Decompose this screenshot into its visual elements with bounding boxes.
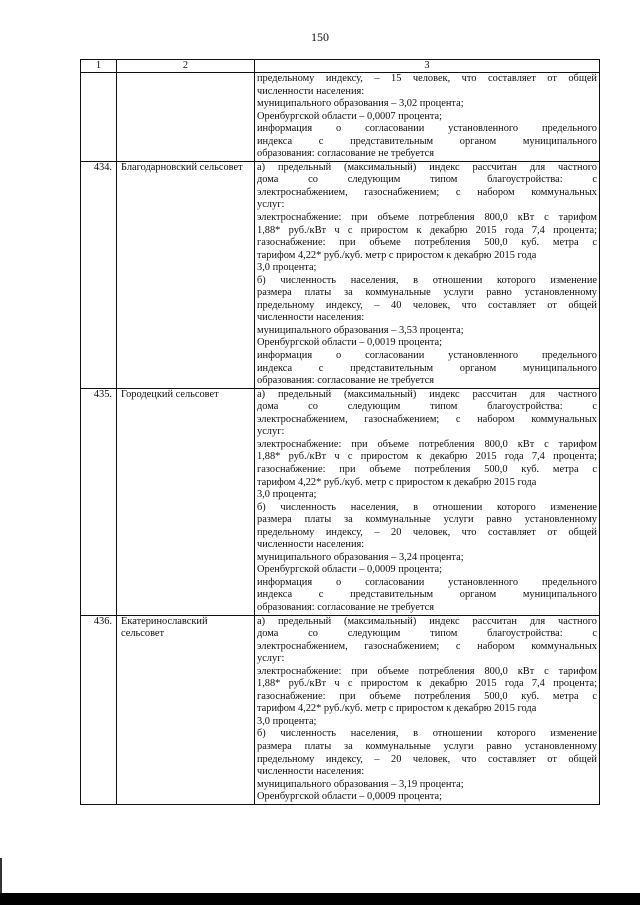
page-number: 150 xyxy=(311,30,329,44)
scan-edge-mark xyxy=(0,858,2,893)
text-line: а) предельный (максимальный) индекс рассчитан для частного xyxy=(257,388,597,400)
text-line: образования: согласование не требуется xyxy=(257,375,435,387)
text-line: предельному индексу, – 15 человек, что составляет от общей xyxy=(257,73,597,84)
municipality-name: Екатеринославский сельсовет xyxy=(117,615,255,804)
municipality-name: Благодарновский сельсовет xyxy=(117,161,255,388)
table-row-continuation xyxy=(81,73,600,162)
text-line: 1,88* руб./кВт ч с приростом к декабрю 2015 года 7,4 процента; xyxy=(257,224,597,236)
document-table xyxy=(80,59,600,805)
municipality-name: Городецкий сельсовет xyxy=(117,388,255,615)
text-line: тарифом 4,22* руб./куб. метр с приростом к декабрю 2015 года xyxy=(257,703,537,715)
text-line: газоснабжение: при объеме потребления 500,0 куб. метра с xyxy=(257,463,597,475)
text-line: муниципального образования – 3,02 процента; xyxy=(257,98,464,110)
text-line: Оренбургской области – 0,0009 процента; xyxy=(257,791,443,803)
text-line: индекса с представительным органом муниципального xyxy=(257,135,597,147)
text-line: Оренбургской области – 0,0007 процента; xyxy=(257,110,443,122)
row-number: 435. xyxy=(81,388,117,615)
cell-text xyxy=(255,73,600,162)
row-number: 436. xyxy=(81,615,117,804)
table-header-row xyxy=(81,60,600,73)
table-body xyxy=(81,73,600,805)
text-line: численности населения: xyxy=(257,85,365,97)
index-description xyxy=(255,388,600,615)
table-row xyxy=(81,388,600,615)
text-line: услуг: xyxy=(257,199,285,211)
text-line: услуг: xyxy=(257,653,285,665)
text-line: электроснабжением, газоснабжением; с набором коммунальных xyxy=(257,640,597,652)
text-line: размера платы за коммунальные услуги равно установленному xyxy=(257,287,597,299)
header-col-1: 1 xyxy=(81,60,117,73)
text-line: 1,88* руб./кВт ч с приростом к декабрю 2015 года 7,4 процента; xyxy=(257,451,597,463)
text-line: муниципального образования – 3,53 процента; xyxy=(257,324,464,336)
text-line: б) численность населения, в отношении которого изменение xyxy=(257,501,597,513)
text-line: газоснабжение: при объеме потребления 500,0 куб. метра с xyxy=(257,237,597,249)
table-row xyxy=(81,161,600,388)
text-line: индекса с представительным органом муниципального xyxy=(257,589,597,601)
text-line: муниципального образования – 3,24 процента; xyxy=(257,551,464,563)
row-number: 434. xyxy=(81,161,117,388)
text-line: услуг: xyxy=(257,426,285,438)
header-col-3: 3 xyxy=(255,60,600,73)
text-line: Оренбургской области – 0,0009 процента; xyxy=(257,564,443,576)
text-line: тарифом 4,22* руб./куб. метр с приростом к декабрю 2015 года xyxy=(257,476,537,488)
text-line: электроснабжением, газоснабжением; с набором коммунальных xyxy=(257,413,597,425)
text-line: дома со следующим типом благоустройства: с xyxy=(257,174,597,186)
table-row xyxy=(81,615,600,804)
text-line: образования: согласование не требуется xyxy=(257,601,435,613)
text-line: предельному индексу, – 20 человек, что составляет от общей xyxy=(257,526,597,538)
text-line: электроснабжение: при объеме потребления 800,0 кВт с тарифом xyxy=(257,212,597,224)
text-line: б) численность населения, в отношении которого изменение xyxy=(257,728,597,740)
text-line: размера платы за коммунальные услуги равно установленному xyxy=(257,514,597,526)
text-line: дома со следующим типом благоустройства: с xyxy=(257,401,597,413)
text-line: электроснабжением, газоснабжением; с набором коммунальных xyxy=(257,186,597,198)
text-line: 1,88* руб./кВт ч с приростом к декабрю 2015 года 7,4 процента; xyxy=(257,678,597,690)
text-line: а) предельный (максимальный) индекс рассчитан для частного xyxy=(257,161,597,173)
text-line: численности населения: xyxy=(257,539,365,551)
text-line: дома со следующим типом благоустройства: с xyxy=(257,628,597,640)
text-line: а) предельный (максимальный) индекс рассчитан для частного xyxy=(257,615,597,627)
text-line: численности населения: xyxy=(257,766,365,778)
text-line: муниципального образования – 3,19 процента; xyxy=(257,778,464,790)
cell-name xyxy=(117,73,255,162)
text-line: Оренбургской области – 0,0019 процента; xyxy=(257,337,443,349)
text-line: размера платы за коммунальные услуги равно установленному xyxy=(257,740,597,752)
text-line: 3,0 процента; xyxy=(257,262,317,274)
index-description xyxy=(255,615,600,804)
text-line: информация о согласовании установленного предельного xyxy=(257,350,597,362)
text-line: 3,0 процента; xyxy=(257,489,317,501)
text-line: газоснабжение: при объеме потребления 500,0 куб. метра с xyxy=(257,690,597,702)
text-line: информация о согласовании установленного предельного xyxy=(257,576,597,588)
text-line: б) численность населения, в отношении которого изменение xyxy=(257,274,597,286)
text-line: индекса с представительным органом муниципального xyxy=(257,362,597,374)
index-description xyxy=(255,161,600,388)
text-line: образования: согласование не требуется xyxy=(257,148,435,160)
text-line: численности населения: xyxy=(257,312,365,324)
cell-number xyxy=(81,73,117,162)
text-line: предельному индексу, – 20 человек, что составляет от общей xyxy=(257,753,597,765)
text-line: 3,0 процента; xyxy=(257,715,317,727)
text-line: информация о согласовании установленного предельного xyxy=(257,123,597,135)
header-col-2: 2 xyxy=(117,60,255,73)
text-line: тарифом 4,22* руб./куб. метр с приростом к декабрю 2015 года xyxy=(257,249,537,261)
scan-bottom-bar xyxy=(0,893,640,905)
text-line: предельному индексу, – 40 человек, что составляет от общей xyxy=(257,299,597,311)
text-line: электроснабжение: при объеме потребления 800,0 кВт с тарифом xyxy=(257,665,597,677)
text-line: электроснабжение: при объеме потребления 800,0 кВт с тарифом xyxy=(257,438,597,450)
